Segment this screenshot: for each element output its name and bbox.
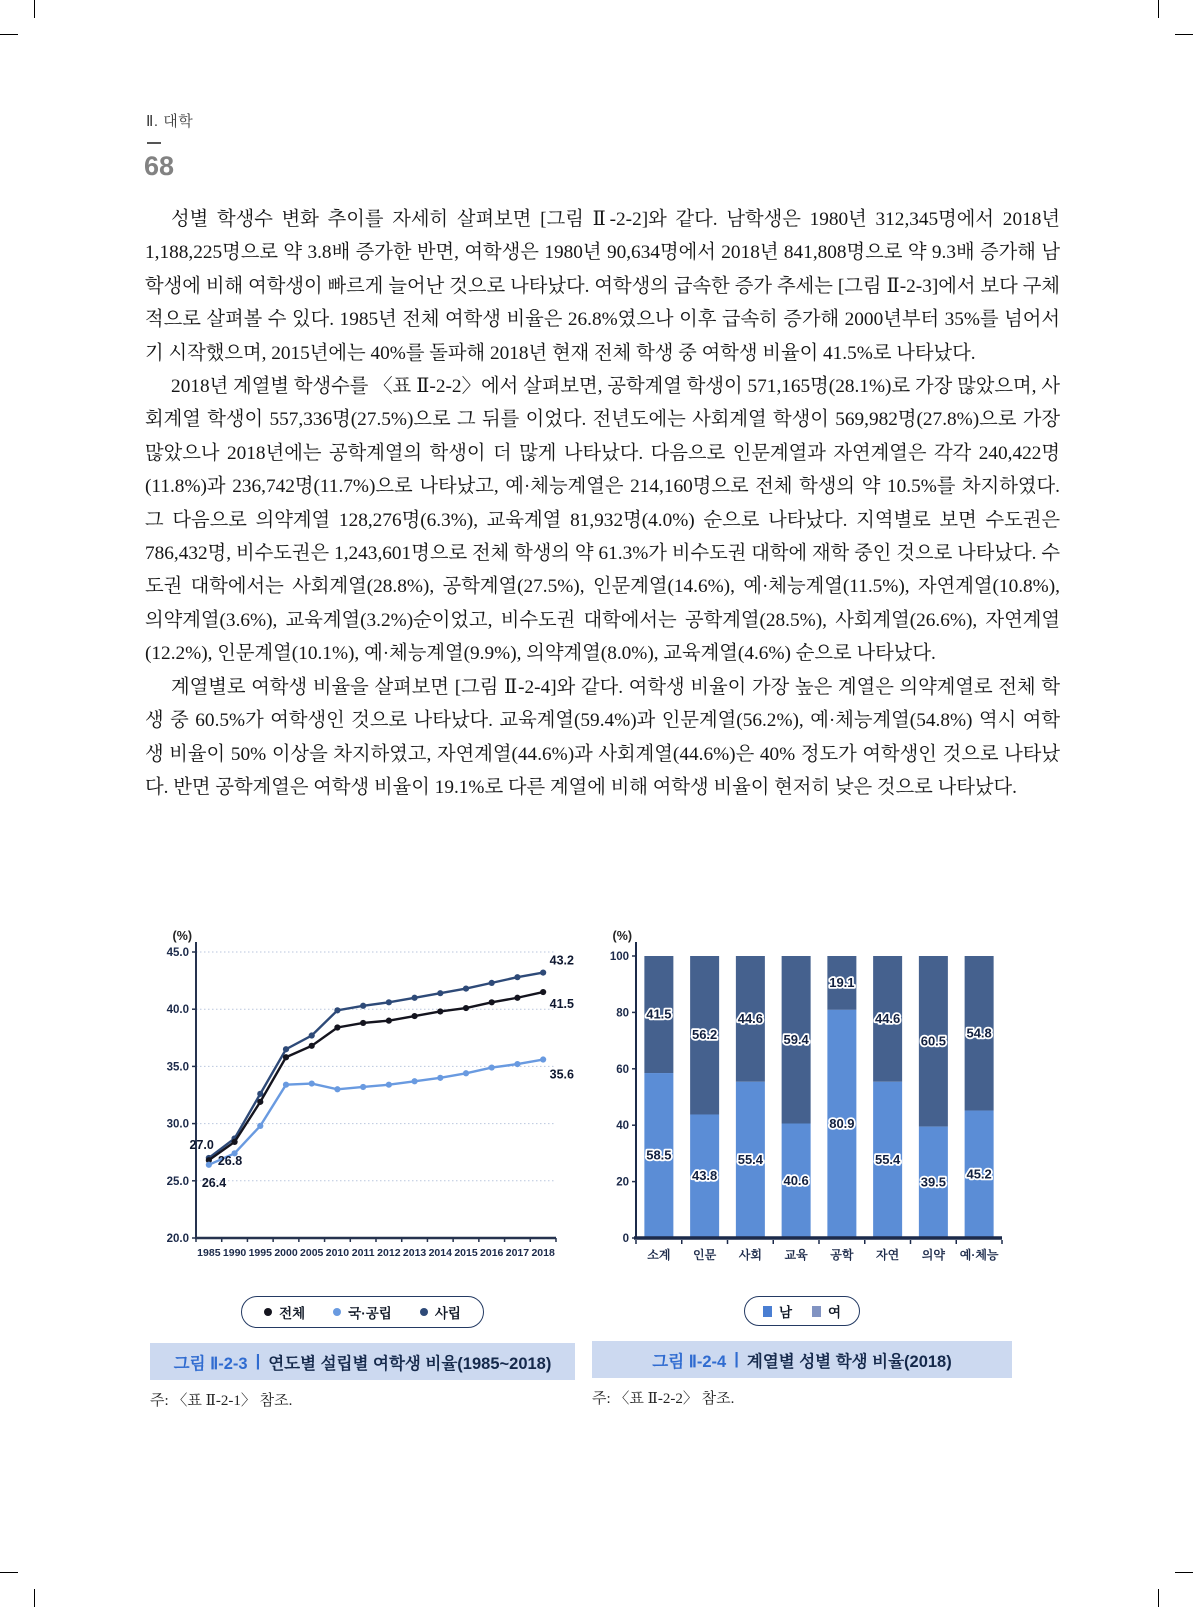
svg-text:교육: 교육 bbox=[784, 1248, 808, 1262]
crop-mark-bottom-left-v bbox=[34, 1589, 35, 1607]
svg-text:1985: 1985 bbox=[197, 1247, 221, 1259]
figure-caption bbox=[150, 1343, 575, 1380]
svg-text:2010: 2010 bbox=[325, 1247, 350, 1259]
figure-title: 연도별 설립별 여학생 비율(1985~2018) bbox=[268, 1354, 552, 1373]
line-chart-legend bbox=[241, 1296, 484, 1328]
svg-text:(%): (%) bbox=[172, 929, 192, 943]
svg-text:54.8: 54.8 bbox=[966, 1025, 992, 1041]
svg-text:55.4: 55.4 bbox=[874, 1151, 901, 1167]
figure-caption bbox=[592, 1341, 1012, 1378]
body-text bbox=[145, 203, 1060, 804]
total-series-dot-icon bbox=[264, 1308, 272, 1316]
svg-text:26.8: 26.8 bbox=[217, 1154, 243, 1169]
bar-chart-svg bbox=[592, 928, 1012, 1284]
legend-item-private bbox=[420, 1302, 461, 1322]
paragraph-1: 성별 학생수 변화 추이를 자세히 살펴보면 [그림 Ⅱ-2-2]와 같다. 남학생은 1980년 312,345명에서 2018년 1,188,225명으로 약 3.8배 증가한 반면, 여학생은 1980년 90,634명에서 2018년 841,808명으로 약 9.3배 증가해 남학생에 비해 여학생이 빠르게 늘어난 것으로 나타났다. 여학생의 급속한 증가 추세는 [그림 Ⅱ-2-3]에서 보다 구체적으로 살펴볼 수 있다. 1985년 전체 여학생 비율은 26.8%였으나 이후 급속히 증가해 2000년부터 35%를 넘어서기 시작했으며, 2015년에는 40%를 돌파해 2018년 현재 전체 학생 중 여학생 비율이 41.5%로 나타났다. bbox=[145, 209, 1060, 364]
svg-text:2016: 2016 bbox=[480, 1247, 504, 1259]
svg-text:20: 20 bbox=[616, 1176, 629, 1189]
svg-text:35.6: 35.6 bbox=[549, 1067, 574, 1082]
svg-text:40.6: 40.6 bbox=[783, 1172, 809, 1188]
svg-text:2013: 2013 bbox=[402, 1247, 427, 1259]
paragraph-3: 계열별로 여학생 비율을 살펴보면 [그림 Ⅱ-2-4]와 같다. 여학생 비율이 가장 높은 계열은 의약계열로 전체 학생 중 60.5%가 여학생인 것으로 나타났다. 교육계열(59.4%)과 인문계열(56.2%), 예·체능계열(54.8%) 역시 여학생 비율이 50% 이상을 차지하였고, 자연계열(44.6%)과 사회계열(44.6%)은 40% 정도가 여학생인 것으로 나타났다. 반면 공학계열은 여학생 비율이 19.1%로 다른 계열에 비해 여학생 비율이 현저히 낮은 것으로 나타났다. bbox=[145, 676, 1060, 798]
legend-label: 전체 bbox=[279, 1306, 306, 1321]
svg-text:45.0: 45.0 bbox=[166, 947, 189, 959]
svg-text:소계: 소계 bbox=[647, 1248, 671, 1262]
caption-separator: | bbox=[255, 1352, 261, 1370]
svg-text:56.2: 56.2 bbox=[691, 1027, 718, 1043]
svg-text:40.0: 40.0 bbox=[166, 1004, 189, 1017]
svg-text:2011: 2011 bbox=[351, 1247, 375, 1259]
svg-text:2005: 2005 bbox=[300, 1247, 324, 1259]
svg-text:사회: 사회 bbox=[738, 1248, 762, 1262]
svg-text:예·체능: 예·체능 bbox=[959, 1248, 999, 1262]
svg-text:60: 60 bbox=[616, 1063, 629, 1076]
svg-text:35.0: 35.0 bbox=[166, 1061, 189, 1074]
crop-mark-top-right-h bbox=[1175, 34, 1193, 35]
page-number: 68 bbox=[144, 151, 175, 181]
legend-item-total bbox=[264, 1302, 305, 1322]
crop-mark-bottom-left-h bbox=[0, 1572, 18, 1573]
figure-bar-chart bbox=[592, 928, 1012, 1408]
caption-separator: | bbox=[734, 1350, 739, 1368]
crop-mark-top-left-v bbox=[34, 0, 35, 18]
svg-text:2012: 2012 bbox=[377, 1247, 401, 1259]
legend-item-female bbox=[812, 1301, 841, 1321]
bar-chart-legend bbox=[744, 1296, 860, 1326]
svg-text:1990: 1990 bbox=[222, 1247, 247, 1259]
figure-line-chart bbox=[150, 928, 575, 1410]
female-series-square-icon bbox=[812, 1306, 821, 1317]
svg-text:55.4: 55.4 bbox=[737, 1151, 764, 1167]
svg-text:80.9: 80.9 bbox=[829, 1115, 855, 1131]
svg-text:40: 40 bbox=[616, 1120, 629, 1133]
figure-number: 그림 Ⅱ-2-4 bbox=[652, 1352, 727, 1371]
svg-text:25.0: 25.0 bbox=[166, 1175, 189, 1188]
legend-item-male bbox=[763, 1301, 792, 1321]
crop-mark-bottom-right-h bbox=[1175, 1572, 1193, 1573]
svg-text:59.4: 59.4 bbox=[783, 1031, 809, 1047]
svg-text:(%): (%) bbox=[612, 929, 632, 943]
svg-text:44.6: 44.6 bbox=[874, 1010, 901, 1026]
svg-text:2014: 2014 bbox=[428, 1247, 452, 1259]
crop-mark-bottom-right-v bbox=[1158, 1589, 1159, 1607]
svg-text:39.5: 39.5 bbox=[920, 1174, 947, 1190]
svg-text:27.0: 27.0 bbox=[189, 1137, 214, 1152]
national-public-series-dot-icon bbox=[333, 1308, 341, 1316]
svg-text:80: 80 bbox=[616, 1007, 629, 1020]
svg-text:60.5: 60.5 bbox=[920, 1033, 947, 1049]
figure-title: 계열별 성별 학생 비율(2018) bbox=[746, 1352, 952, 1371]
svg-text:0: 0 bbox=[622, 1233, 629, 1245]
svg-text:41.5: 41.5 bbox=[646, 1006, 672, 1022]
figure-number: 그림 Ⅱ-2-3 bbox=[173, 1354, 248, 1373]
crop-mark-top-right-v bbox=[1158, 0, 1159, 18]
svg-text:30.0: 30.0 bbox=[166, 1118, 189, 1131]
svg-text:공학: 공학 bbox=[830, 1248, 854, 1262]
legend-label: 국·공립 bbox=[348, 1306, 392, 1321]
svg-text:100: 100 bbox=[609, 951, 629, 963]
svg-text:43.2: 43.2 bbox=[549, 953, 574, 968]
svg-text:19.1: 19.1 bbox=[829, 974, 855, 990]
svg-text:43.8: 43.8 bbox=[691, 1168, 718, 1184]
svg-text:2015: 2015 bbox=[454, 1247, 478, 1259]
svg-text:45.2: 45.2 bbox=[966, 1166, 992, 1182]
svg-text:2017: 2017 bbox=[505, 1247, 530, 1259]
line-chart-svg bbox=[150, 928, 575, 1284]
svg-text:2000: 2000 bbox=[274, 1247, 298, 1259]
paragraph-2: 2018년 계열별 학생수를 〈표 Ⅱ-2-2〉에서 살펴보면, 공학계열 학생이 571,165명(28.1%)로 가장 많았으며, 사회계열 학생이 557,336명(27.5%)으로 그 뒤를 이었다. 전년도에는 사회계열 학생이 569,982명(27.8%)으로 가장 많았으나 2018년에는 공학계열의 학생이 더 많게 나타났다. 다음으로 인문계열과 자연계열은 각각 240,422명(11.8%)과 236,742명(11.7%)으로 나타났고, 예·체능계열은 214,160명으로 전체 학생의 약 10.5%를 차지하였다. 그 다음으로 의약계열 128,276명(6.3%), 교육계열 81,932명(4.0%) 순으로 나타났다. 지역별로 보면 수도권은 786,432명, 비수도권은 1,243,601명으로 전체 학생의 약 61.3%가 비수도권 대학에 재학 중인 것으로 나타났다. 수도권 대학에서는 사회계열(28.8%), 공학계열(27.5%), 인문계열(14.6%), 예·체능계열(11.5%), 자연계열(10.8%), 의약계열(3.6%), 교육계열(3.2%)순이었고, 비수도권 대학에서는 공학계열(28.5%), 사회계열(26.6%), 자연계열(12.2%), 인문계열(10.1%), 예·체능계열(9.9%), 의약계열(8.0%), 교육계열(4.6%) 순으로 나타났다. bbox=[145, 376, 1060, 665]
section-label: Ⅱ. 대학 bbox=[146, 113, 194, 130]
legend-label: 여 bbox=[828, 1305, 842, 1320]
legend-label: 사립 bbox=[434, 1306, 461, 1321]
svg-text:44.6: 44.6 bbox=[737, 1010, 764, 1026]
legend-label: 남 bbox=[778, 1305, 792, 1320]
male-series-square-icon bbox=[763, 1306, 772, 1317]
svg-text:1995: 1995 bbox=[248, 1247, 272, 1259]
svg-text:2018: 2018 bbox=[531, 1247, 555, 1259]
svg-text:인문: 인문 bbox=[693, 1248, 717, 1262]
legend-item-national-public bbox=[333, 1302, 392, 1322]
figure-note: 주: 〈표 Ⅱ-2-2〉 참조. bbox=[592, 1391, 735, 1407]
svg-text:58.5: 58.5 bbox=[646, 1147, 672, 1163]
svg-text:41.5: 41.5 bbox=[549, 997, 574, 1012]
header-dash bbox=[147, 142, 161, 144]
svg-text:26.4: 26.4 bbox=[201, 1175, 227, 1190]
private-series-dot-icon bbox=[420, 1308, 428, 1316]
figure-note: 주: 〈표 Ⅱ-2-1〉 참조. bbox=[150, 1393, 293, 1409]
svg-text:의약: 의약 bbox=[921, 1248, 945, 1262]
svg-text:자연: 자연 bbox=[876, 1248, 900, 1262]
crop-mark-top-left-h bbox=[0, 34, 18, 35]
svg-text:20.0: 20.0 bbox=[166, 1233, 189, 1245]
